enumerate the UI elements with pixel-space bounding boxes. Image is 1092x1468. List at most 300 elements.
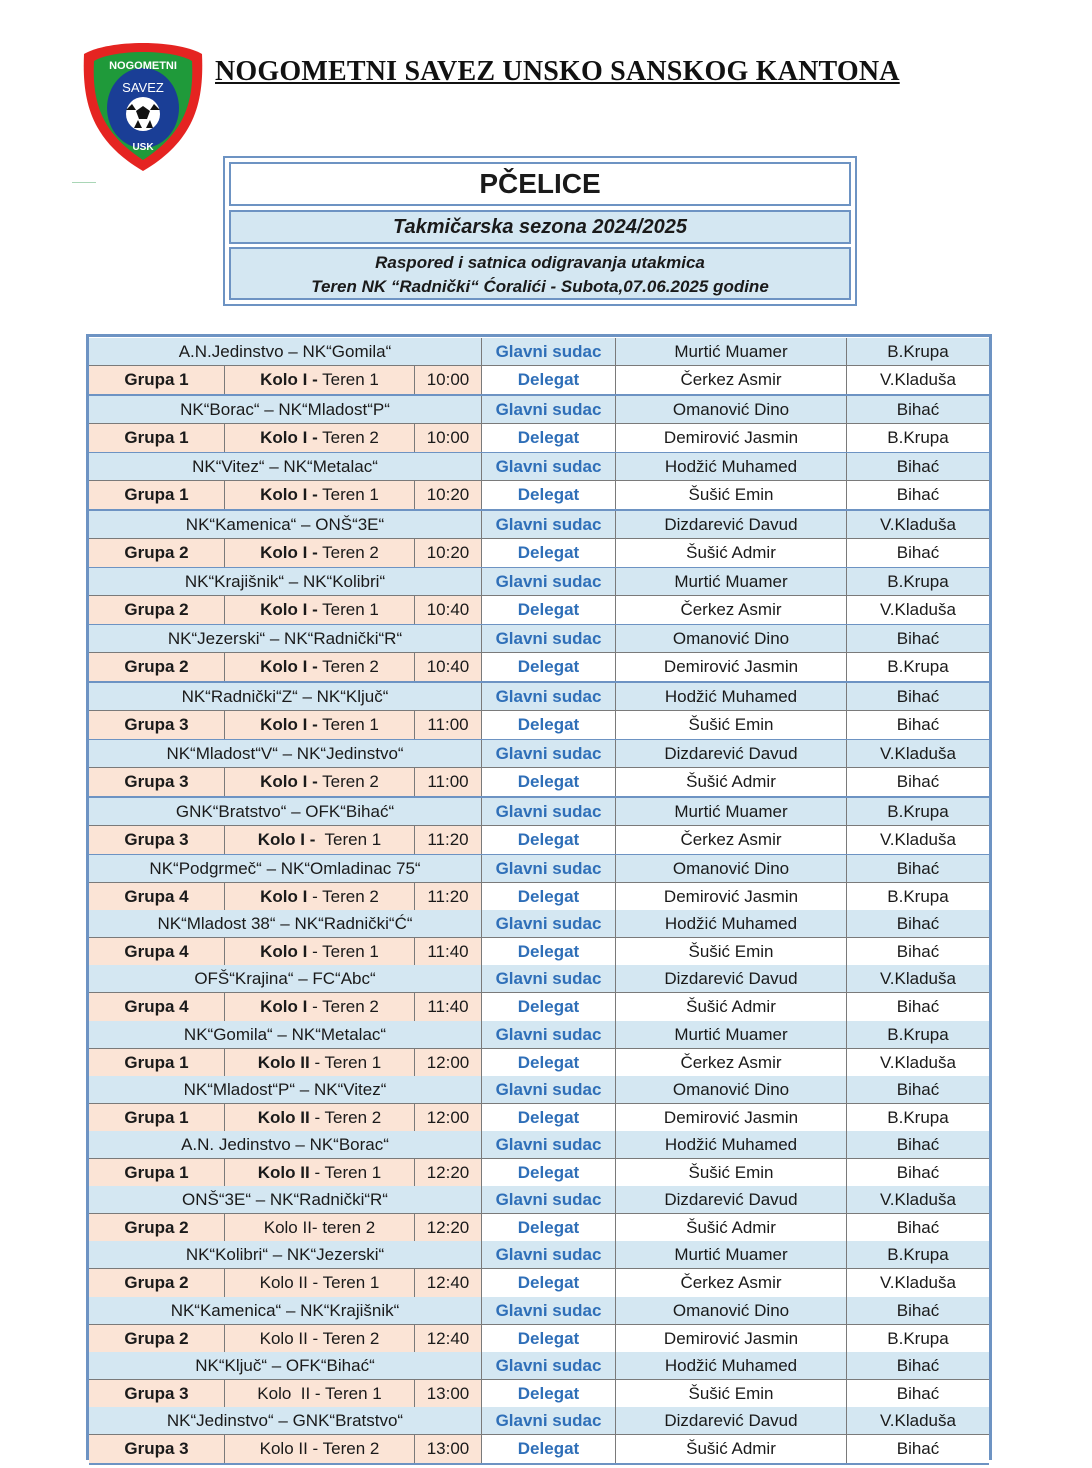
delegate-label: Delegat [481,1159,615,1187]
referee-label: Glavni sudac [481,511,615,538]
referee-label: Glavni sudac [481,568,615,595]
referee-label: Glavni sudac [481,1186,615,1213]
referee-name: Murtić Muamer [615,798,846,825]
match-row-details [89,937,989,966]
round-field [224,711,414,739]
round-label: Kolo I - [260,772,318,791]
kickoff-time: 10:20 [414,481,481,509]
delegate-label: Delegat [481,711,615,739]
match-pairing: NK“Gomila“ – NK“Metalac“ [183,1024,387,1044]
round-field [224,424,414,452]
delegate-name: Demirović Jasmin [615,653,846,681]
referee-label: Glavni sudac [481,338,615,365]
delegate-label: Delegat [481,366,615,394]
referee-name: Dizdarević Davud [615,965,846,992]
kickoff-time: 11:00 [414,768,481,796]
pitch-label: Teren 1 [317,600,379,619]
round-field [224,1435,414,1463]
round-label: Kolo I [260,887,308,906]
referee-name: Hodžić Muhamed [615,910,846,937]
delegate-name: Demirović Jasmin [615,424,846,452]
match-block [89,568,989,624]
pitch-label: Teren 1 [315,830,382,849]
delegate-city: Bihać [846,711,989,739]
match-row-details [89,1434,989,1463]
match-block [89,965,989,1021]
pitch-label: - Teren 2 [307,997,379,1016]
kickoff-time: 11:40 [414,993,481,1021]
referee-name: Dizdarević Davud [615,1186,846,1213]
group-label: Grupa 1 [124,428,189,447]
match-row-teams [89,568,989,595]
round-field [224,826,414,854]
referee-name: Hodžić Muhamed [615,453,846,480]
delegate-name: Šušić Emin [615,1159,846,1187]
match-pairing: NK“Podgrmeč“ – NK“Omladinac 75“ [149,858,421,878]
referee-name: Murtić Muamer [615,1021,846,1048]
match-block [89,1407,989,1463]
pitch-label: Teren 2 [317,543,379,562]
match-row-teams [89,965,989,992]
kickoff-time: 12:20 [414,1214,481,1242]
pitch-label: Teren 1 [317,370,379,389]
kickoff-time: 13:00 [414,1380,481,1408]
category-title: PČELICE [229,162,851,206]
round-label: Kolo I - [260,715,318,734]
match-pairing: NK“Jezerski“ – NK“Radnički“R“ [167,628,403,648]
group-label: Grupa 3 [124,1384,189,1403]
group-label: Grupa 4 [124,942,189,961]
referee-name: Omanović Dino [615,1297,846,1324]
match-row-teams [89,338,989,365]
referee-label: Glavni sudac [481,396,615,423]
delegate-name: Šušić Emin [615,938,846,966]
kickoff-time: 10:00 [414,424,481,452]
referee-name: Hodžić Muhamed [615,1352,846,1379]
match-pairing: NK“Jedinstvo“ – GNK“Bratstvo“ [166,1410,404,1430]
match-pairing: ONŠ“3E“ – NK“Radnički“R“ [182,1189,388,1209]
group-label: Grupa 3 [124,715,189,734]
match-pairing: OFŠ“Krajina“ – FC“Abc“ [194,968,376,988]
match-block [89,1297,989,1353]
match-block [89,453,989,509]
match-row-details [89,480,989,509]
referee-name: Murtić Muamer [615,338,846,365]
match-block [89,625,989,681]
round-field [224,653,414,681]
delegate-name: Šušić Admir [615,768,846,796]
round-field [224,366,414,394]
delegate-label: Delegat [481,539,615,567]
match-row-teams [89,1076,989,1103]
match-row-details [89,1379,989,1408]
document-header-box [223,156,857,306]
match-row-teams [89,1297,989,1324]
referee-label: Glavni sudac [481,855,615,882]
delegate-name: Čerkez Asmir [615,826,846,854]
delegate-city: Bihać [846,1435,989,1463]
referee-city: V.Kladuša [846,511,989,538]
referee-label: Glavni sudac [481,1131,615,1158]
referee-city: B.Krupa [846,338,989,365]
match-pairing: NK“Radnički“Z“ – NK“Ključ“ [181,686,389,706]
pitch-label: - Teren 1 [309,1163,382,1182]
match-block [89,1352,989,1408]
round-field [224,993,414,1021]
delegate-label: Delegat [481,653,615,681]
round-field [224,1380,414,1408]
group-label: Grupa 3 [124,1439,189,1458]
kickoff-time: 13:00 [414,1435,481,1463]
round-field [224,938,414,966]
organization-title: NOGOMETNI SAVEZ UNSKO SANSKOG KANTONA [215,56,900,87]
kickoff-time: 11:40 [414,938,481,966]
round-field [224,1214,414,1242]
match-block [89,910,989,966]
match-pairing: A.N. Jedinstvo – NK“Borac“ [181,1134,389,1154]
match-row-teams [89,396,989,423]
pitch-label: Teren 2 [317,428,379,447]
referee-label: Glavni sudac [481,1297,615,1324]
match-pairing: A.N.Jedinstvo – NK“Gomila“ [178,341,392,361]
match-pairing: NK“Mladost 38“ – NK“Radnički“Ć“ [157,913,413,933]
delegate-name: Šušić Emin [615,481,846,509]
referee-city: B.Krupa [846,1021,989,1048]
delegate-label: Delegat [481,1104,615,1132]
delegate-label: Delegat [481,883,615,911]
row-separator [89,1463,989,1465]
match-row-teams [89,1352,989,1379]
referee-city: Bihać [846,625,989,652]
delegate-label: Delegat [481,1214,615,1242]
delegate-city: B.Krupa [846,883,989,911]
delegate-label: Delegat [481,424,615,452]
kickoff-time: 10:20 [414,539,481,567]
referee-city: B.Krupa [846,798,989,825]
kickoff-time: 12:00 [414,1049,481,1077]
pitch-label: Kolo II - Teren 1 [257,1384,382,1403]
match-row-details [89,882,989,911]
referee-city: V.Kladuša [846,1407,989,1434]
referee-label: Glavni sudac [481,683,615,710]
match-block [89,855,989,911]
delegate-label: Delegat [481,1435,615,1463]
match-pairing: NK“Mladost“P“ – NK“Vitez“ [183,1079,387,1099]
match-row-details [89,1158,989,1187]
group-label: Grupa 1 [124,1053,189,1072]
delegate-name: Šušić Admir [615,1435,846,1463]
match-pairing: NK“Kamenica“ – NK“Krajišnik“ [170,1300,400,1320]
match-pairing: NK“Krajišnik“ – NK“Kolibri“ [184,571,386,591]
match-block [89,1241,989,1297]
delegate-label: Delegat [481,1049,615,1077]
match-row-teams [89,740,989,767]
delegate-city: Bihać [846,539,989,567]
season-label: Takmičarska sezona 2024/2025 [229,210,851,244]
round-label: Kolo I - [260,485,318,504]
kickoff-time: 10:00 [414,366,481,394]
delegate-name: Demirović Jasmin [615,883,846,911]
match-row-details [89,1268,989,1297]
referee-label: Glavni sudac [481,965,615,992]
referee-name: Omanović Dino [615,1076,846,1103]
logo-bottom-text: USK [132,142,154,153]
delegate-label: Delegat [481,826,615,854]
referee-label: Glavni sudac [481,1407,615,1434]
delegate-city: Bihać [846,768,989,796]
match-pairing: NK“Kamenica“ – ONŠ“3E“ [185,514,385,534]
delegate-city: Bihać [846,993,989,1021]
delegate-city: Bihać [846,1380,989,1408]
referee-label: Glavni sudac [481,1021,615,1048]
federation-logo [80,40,206,174]
referee-city: Bihać [846,1352,989,1379]
delegate-name: Demirović Jasmin [615,1104,846,1132]
delegate-city: V.Kladuša [846,1049,989,1077]
match-row-teams [89,1021,989,1048]
referee-name: Dizdarević Davud [615,740,846,767]
pitch-label: Teren 1 [317,715,379,734]
referee-label: Glavni sudac [481,453,615,480]
group-label: Grupa 3 [124,830,189,849]
match-block [89,1186,989,1242]
group-label: Grupa 4 [124,997,189,1016]
schedule-info-line-2: Teren NK “Radnički“ Ćoralići - Subota,07.06.2025 godine [311,277,769,296]
match-row-details [89,710,989,739]
match-row-teams [89,453,989,480]
delegate-city: Bihać [846,1159,989,1187]
kickoff-time: 12:40 [414,1325,481,1353]
match-block [89,338,989,394]
group-label: Grupa 2 [124,600,189,619]
kickoff-time: 12:00 [414,1104,481,1132]
referee-label: Glavni sudac [481,910,615,937]
match-row-teams [89,1407,989,1434]
pitch-label: Teren 2 [317,772,379,791]
match-block [89,683,989,739]
delegate-name: Čerkez Asmir [615,1049,846,1077]
delegate-city: V.Kladuša [846,1269,989,1297]
delegate-city: B.Krupa [846,424,989,452]
delegate-label: Delegat [481,768,615,796]
referee-label: Glavni sudac [481,1352,615,1379]
pitch-label: Kolo II - Teren 1 [259,1273,380,1292]
logo-top-text: NOGOMETNI [109,60,177,72]
match-row-teams [89,511,989,538]
round-label: Kolo I [260,942,308,961]
match-block [89,1021,989,1077]
group-label: Grupa 1 [124,485,189,504]
match-pairing: NK“Ključ“ – OFK“Bihać“ [195,1355,375,1375]
match-row-details [89,538,989,567]
referee-name: Hodžić Muhamed [615,1131,846,1158]
match-block [89,1076,989,1132]
pitch-label: Kolo II- teren 2 [263,1218,376,1237]
kickoff-time: 12:40 [414,1269,481,1297]
match-pairing: NK“Mladost“V“ – NK“Jedinstvo“ [166,743,404,763]
match-pairing: GNK“Bratstvo“ – OFK“Bihać“ [175,801,395,821]
group-label: Grupa 4 [124,887,189,906]
delegate-label: Delegat [481,1269,615,1297]
referee-city: Bihać [846,453,989,480]
match-row-teams [89,1131,989,1158]
referee-city: Bihać [846,1076,989,1103]
round-label: Kolo II [257,1053,310,1072]
match-row-teams [89,1241,989,1268]
group-label: Grupa 2 [124,1218,189,1237]
match-row-details [89,365,989,394]
referee-name: Dizdarević Davud [615,511,846,538]
match-row-teams [89,1186,989,1213]
match-block [89,740,989,796]
referee-city: Bihać [846,855,989,882]
referee-city: V.Kladuša [846,965,989,992]
pitch-label: - Teren 1 [307,942,379,961]
delegate-name: Čerkez Asmir [615,1269,846,1297]
match-row-teams [89,625,989,652]
delegate-name: Šušić Admir [615,993,846,1021]
delegate-city: Bihać [846,1214,989,1242]
match-row-details [89,767,989,796]
match-row-details [89,423,989,452]
referee-name: Murtić Muamer [615,1241,846,1268]
round-field [224,1049,414,1077]
group-label: Grupa 1 [124,370,189,389]
referee-label: Glavni sudac [481,798,615,825]
referee-city: Bihać [846,396,989,423]
delegate-label: Delegat [481,1325,615,1353]
referee-name: Hodžić Muhamed [615,683,846,710]
delegate-name: Šušić Admir [615,1214,846,1242]
referee-name: Omanović Dino [615,855,846,882]
delegate-name: Čerkez Asmir [615,596,846,624]
referee-city: Bihać [846,683,989,710]
group-label: Grupa 2 [124,543,189,562]
match-row-details [89,1213,989,1242]
referee-city: B.Krupa [846,568,989,595]
kickoff-time: 10:40 [414,596,481,624]
match-row-details [89,1103,989,1132]
round-field [224,481,414,509]
kickoff-time: 11:00 [414,711,481,739]
delegate-label: Delegat [481,596,615,624]
kickoff-time: 12:20 [414,1159,481,1187]
round-label: Kolo II [257,1108,310,1127]
pitch-label: Teren 2 [317,657,379,676]
delegate-city: B.Krupa [846,653,989,681]
round-field [224,1159,414,1187]
round-field [224,1325,414,1353]
group-label: Grupa 2 [124,657,189,676]
referee-city: V.Kladuša [846,1186,989,1213]
group-label: Grupa 2 [124,1273,189,1292]
round-field [224,596,414,624]
round-field [224,1104,414,1132]
referee-label: Glavni sudac [481,1241,615,1268]
logo-middle-text: SAVEZ [122,80,164,95]
group-label: Grupa 3 [124,772,189,791]
referee-label: Glavni sudac [481,1076,615,1103]
delegate-name: Čerkez Asmir [615,366,846,394]
pitch-label: Kolo II - Teren 2 [259,1439,380,1458]
round-label: Kolo II [257,1163,310,1182]
referee-city: B.Krupa [846,1241,989,1268]
schedule-info [229,247,851,300]
delegate-city: Bihać [846,481,989,509]
pitch-label: - Teren 2 [307,887,379,906]
match-block [89,396,989,452]
group-label: Grupa 1 [124,1108,189,1127]
delegate-label: Delegat [481,993,615,1021]
pitch-label: - Teren 1 [309,1053,382,1072]
round-label: Kolo I - [260,428,318,447]
delegate-city: V.Kladuša [846,596,989,624]
kickoff-time: 11:20 [414,883,481,911]
delegate-label: Delegat [481,938,615,966]
match-row-details [89,1048,989,1077]
match-row-details [89,652,989,681]
delegate-city: V.Kladuša [846,826,989,854]
match-block [89,798,989,854]
referee-name: Murtić Muamer [615,568,846,595]
referee-label: Glavni sudac [481,625,615,652]
round-label: Kolo I - [260,543,318,562]
round-field [224,1269,414,1297]
match-row-teams [89,910,989,937]
divider [72,182,96,183]
match-row-teams [89,855,989,882]
referee-name: Omanović Dino [615,396,846,423]
delegate-city: B.Krupa [846,1325,989,1353]
delegate-city: Bihać [846,938,989,966]
referee-city: Bihać [846,1131,989,1158]
match-row-details [89,825,989,854]
referee-city: Bihać [846,1297,989,1324]
referee-label: Glavni sudac [481,740,615,767]
delegate-label: Delegat [481,481,615,509]
delegate-name: Demirović Jasmin [615,1325,846,1353]
kickoff-time: 10:40 [414,653,481,681]
pitch-label: - Teren 2 [309,1108,382,1127]
match-pairing: NK“Vitez“ – NK“Metalac“ [192,456,378,476]
referee-city: V.Kladuša [846,740,989,767]
pitch-label: Teren 1 [317,485,379,504]
round-label: Kolo I - [260,600,318,619]
delegate-city: V.Kladuša [846,366,989,394]
round-field [224,883,414,911]
match-row-details [89,992,989,1021]
match-pairing: NK“Borac“ – NK“Mladost“P“ [180,399,390,419]
schedule-info-line-1: Raspored i satnica odigravanja utakmica [375,253,705,272]
match-pairing: NK“Kolibri“ – NK“Jezerski“ [185,1244,385,1264]
round-label: Kolo I - [260,370,318,389]
match-schedule-table [86,334,992,1460]
round-field [224,539,414,567]
group-label: Grupa 1 [124,1163,189,1182]
referee-city: Bihać [846,910,989,937]
delegate-name: Šušić Admir [615,539,846,567]
match-row-teams [89,798,989,825]
round-label: Kolo I - [260,657,318,676]
match-block [89,511,989,567]
delegate-label: Delegat [481,1380,615,1408]
match-row-details [89,595,989,624]
delegate-name: Šušić Emin [615,1380,846,1408]
round-field [224,768,414,796]
delegate-name: Šušić Emin [615,711,846,739]
referee-name: Omanović Dino [615,625,846,652]
match-row-details [89,1324,989,1353]
